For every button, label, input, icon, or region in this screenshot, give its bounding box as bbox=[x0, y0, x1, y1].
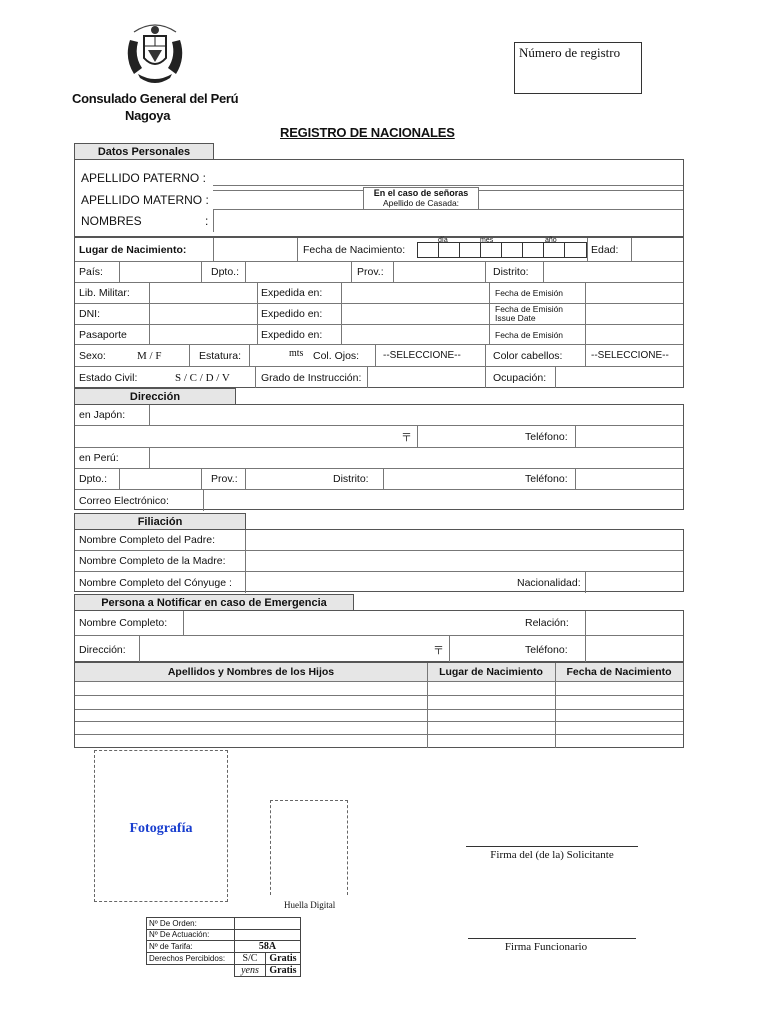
telefono-label-2: Teléfono: bbox=[525, 473, 568, 485]
madre-row bbox=[75, 551, 683, 572]
applicant-signature-line[interactable] bbox=[466, 846, 638, 847]
correo-label: Correo Electrónico: bbox=[79, 494, 169, 507]
peru-distrito-label: Distrito: bbox=[333, 473, 369, 485]
nombres-colon: : bbox=[205, 214, 209, 228]
filiacion-table bbox=[74, 529, 684, 592]
emergencia-nombre-label: Nombre Completo: bbox=[79, 617, 168, 629]
japon-address-field[interactable] bbox=[151, 405, 683, 425]
sc-label: S/C bbox=[235, 953, 266, 965]
fecha-nacimiento-label: Fecha de Nacimiento: bbox=[303, 243, 406, 256]
lib-militar-label: Lib. Militar: bbox=[79, 287, 130, 299]
dpto-field[interactable] bbox=[247, 262, 351, 282]
pasaporte-field[interactable] bbox=[151, 325, 255, 344]
padre-row bbox=[75, 530, 683, 551]
tarifa-value: 58A bbox=[235, 941, 301, 953]
hijos-header-row bbox=[75, 663, 683, 682]
photo-label: Fotografía bbox=[129, 821, 193, 836]
married-note: En el caso de señoras bbox=[373, 188, 469, 198]
fecha-emision-label-2: Fecha de Emisión bbox=[495, 304, 564, 314]
ocupacion-field[interactable] bbox=[557, 367, 683, 388]
nacionalidad-label: Nacionalidad: bbox=[517, 576, 581, 589]
sexo-row bbox=[75, 345, 683, 367]
consulate-name bbox=[72, 90, 272, 124]
distrito-label: Distrito: bbox=[493, 266, 529, 278]
telefono-label-1: Teléfono: bbox=[525, 430, 568, 443]
applicant-signature-label: Firma del (de la) Solicitante bbox=[490, 849, 614, 861]
estado-civil-options[interactable]: S / C / D / V bbox=[175, 371, 230, 384]
apellido-materno-label: APELLIDO MATERNO : bbox=[81, 193, 209, 207]
nacionalidad-field[interactable] bbox=[587, 572, 683, 593]
orden-field[interactable] bbox=[235, 918, 301, 930]
section-filiacion: Filiación bbox=[74, 513, 246, 530]
relacion-label: Relación: bbox=[525, 617, 569, 629]
fingerprint-box[interactable] bbox=[270, 800, 348, 895]
emergencia-telefono-label: Teléfono: bbox=[525, 643, 568, 656]
official-signature-label: Firma Funcionario bbox=[504, 941, 588, 953]
direccion-table bbox=[74, 404, 684, 510]
yens-label: yens bbox=[235, 965, 266, 977]
estatura-field[interactable] bbox=[251, 345, 285, 366]
sexo-options[interactable]: M / F bbox=[137, 349, 162, 362]
correo-row bbox=[75, 490, 683, 511]
personal-details-table bbox=[74, 237, 684, 388]
fingerprint-label: Huella Digital bbox=[284, 900, 336, 910]
consulate-line1: Consulado General del Perú bbox=[72, 91, 239, 106]
dni-expedido-field[interactable] bbox=[343, 304, 487, 324]
gratis-value-1: Gratis bbox=[265, 953, 300, 965]
hijos-col-fecha: Fecha de Nacimiento bbox=[566, 666, 672, 678]
fecha-emision-issue-block bbox=[495, 305, 563, 323]
peru-dpto-field[interactable] bbox=[121, 469, 201, 489]
dni-label: DNI: bbox=[79, 308, 100, 320]
location-row bbox=[75, 262, 683, 283]
emergencia-nombre-row bbox=[75, 611, 683, 636]
fecha-emision-label-3: Fecha de Emisión bbox=[495, 329, 564, 340]
nombres-field[interactable] bbox=[213, 210, 683, 232]
hijos-col-nombres: Apellidos y Nombres de los Hijos bbox=[167, 666, 335, 678]
apellido-materno-field[interactable] bbox=[213, 190, 363, 210]
gratis-value-2: Gratis bbox=[265, 965, 300, 977]
conyuge-field[interactable] bbox=[247, 572, 513, 593]
apellido-paterno-label: APELLIDO PATERNO : bbox=[81, 171, 206, 185]
lib-militar-row bbox=[75, 283, 683, 304]
section-direccion: Dirección bbox=[74, 388, 236, 405]
grado-label: Grado de Instrucción: bbox=[261, 371, 362, 384]
anio-label: año bbox=[545, 237, 557, 244]
emergencia-direccion-row bbox=[75, 636, 683, 663]
dpto-label: Dpto.: bbox=[211, 266, 240, 278]
pasaporte-row bbox=[75, 325, 683, 345]
madre-label: Nombre Completo de la Madre: bbox=[79, 555, 226, 567]
estado-civil-label: Estado Civil: bbox=[79, 371, 138, 384]
section-datos-personales: Datos Personales bbox=[74, 143, 214, 160]
postal-mark-1: 〒 bbox=[401, 431, 412, 444]
tarifa-label: Nº de Tarifa: bbox=[147, 941, 235, 953]
section-emergencia: Persona a Notificar en caso de Emergencia bbox=[74, 594, 354, 611]
peru-distrito-field[interactable] bbox=[385, 469, 521, 489]
peru-address-field[interactable] bbox=[151, 448, 683, 468]
page-title: REGISTRO DE NACIONALES bbox=[280, 125, 455, 140]
married-note-box bbox=[363, 187, 479, 210]
birth-row bbox=[75, 238, 683, 262]
hijo-row[interactable] bbox=[75, 722, 683, 735]
married-sub: Apellido de Casada: bbox=[382, 198, 460, 208]
japon-row-2 bbox=[75, 426, 683, 448]
emergencia-postal-field[interactable] bbox=[451, 636, 521, 663]
cabellos-select[interactable]: --SELECCIONE-- bbox=[591, 350, 669, 361]
expedida-en-label: Expedida en: bbox=[261, 287, 323, 299]
lib-militar-expedida-field[interactable] bbox=[343, 283, 487, 303]
fecha-nacimiento-boxes[interactable] bbox=[417, 242, 587, 258]
hijos-col-lugar: Lugar de Nacimiento bbox=[439, 666, 543, 678]
color-cabellos-label: Color cabellos: bbox=[493, 349, 563, 362]
estatura-label: Estatura: bbox=[199, 349, 242, 362]
dni-field[interactable] bbox=[151, 304, 255, 324]
emergencia-table bbox=[74, 610, 684, 662]
pasaporte-expedido-field[interactable] bbox=[343, 325, 487, 344]
edad-label: Edad: bbox=[591, 243, 619, 256]
mts-unit: mts bbox=[289, 348, 304, 359]
madre-field[interactable] bbox=[247, 551, 683, 571]
peru-telefono-field[interactable] bbox=[577, 469, 683, 489]
emergencia-telefono-field[interactable] bbox=[587, 636, 683, 663]
actuacion-field[interactable] bbox=[235, 929, 301, 941]
grado-field[interactable] bbox=[369, 367, 485, 388]
pasaporte-expedido-label: Expedido en: bbox=[261, 328, 323, 341]
japon-postal-field[interactable] bbox=[419, 426, 519, 447]
hijos-table bbox=[74, 662, 684, 748]
edad-field[interactable] bbox=[633, 238, 683, 261]
prov-label: Prov.: bbox=[357, 266, 384, 278]
postal-mark-2: 〒 bbox=[433, 644, 444, 657]
pais-field[interactable] bbox=[121, 262, 201, 282]
pasaporte-label: Pasaporte bbox=[79, 328, 127, 341]
col-ojos-label: Col. Ojos: bbox=[313, 349, 360, 362]
peru-label: en Perú: bbox=[79, 452, 119, 464]
conyuge-row bbox=[75, 572, 683, 593]
pasaporte-fecha-field[interactable] bbox=[587, 325, 683, 344]
hijo-row[interactable] bbox=[75, 710, 683, 722]
mes-label: mes bbox=[480, 237, 494, 244]
conyuge-label: Nombre Completo del Cónyuge : bbox=[79, 576, 232, 589]
fecha-emision-label-1: Fecha de Emisión bbox=[495, 288, 564, 298]
issue-date-label: Issue Date bbox=[495, 313, 536, 323]
lugar-nacimiento-label: Lugar de Nacimiento: bbox=[79, 243, 187, 256]
peru-row bbox=[75, 448, 683, 469]
japon-telefono-field[interactable] bbox=[577, 426, 683, 447]
japon-row bbox=[75, 405, 683, 426]
dia-label: día bbox=[438, 237, 448, 244]
pais-label: País: bbox=[79, 266, 103, 278]
names-block bbox=[74, 159, 684, 237]
peru-prov-field[interactable] bbox=[247, 469, 327, 489]
hijo-row[interactable] bbox=[75, 735, 683, 748]
peru-location-row bbox=[75, 469, 683, 490]
apellido-paterno-field[interactable] bbox=[213, 170, 683, 186]
peru-prov-label: Prov.: bbox=[211, 473, 238, 485]
emergencia-direccion-field[interactable] bbox=[141, 636, 421, 663]
peru-coat-of-arms-emblem bbox=[120, 18, 190, 90]
lib-militar-field[interactable] bbox=[151, 283, 255, 303]
registry-number-label: Número de registro bbox=[519, 45, 621, 60]
derechos-label: Derechos Percibidos: bbox=[147, 953, 235, 965]
japon-label: en Japón: bbox=[79, 409, 126, 421]
orden-label: Nº De Orden: bbox=[147, 918, 235, 930]
apellido-casada-field[interactable] bbox=[479, 190, 683, 210]
hijo-row[interactable] bbox=[75, 682, 683, 696]
nombres-label: NOMBRES bbox=[81, 214, 142, 228]
photo-box[interactable] bbox=[94, 750, 228, 902]
distrito-field[interactable] bbox=[545, 262, 683, 282]
emergencia-direccion-label: Dirección: bbox=[79, 643, 126, 656]
dni-expedido-label: Expedido en: bbox=[261, 308, 323, 320]
consulate-line2: Nagoya bbox=[125, 108, 171, 123]
padre-field[interactable] bbox=[247, 530, 683, 550]
sexo-label: Sexo: bbox=[79, 349, 106, 362]
correo-field[interactable] bbox=[205, 490, 683, 511]
fee-blank-cell bbox=[147, 965, 235, 977]
actuacion-label: Nº De Actuación: bbox=[147, 929, 235, 941]
fee-table bbox=[146, 917, 301, 977]
dni-fecha-field[interactable] bbox=[587, 304, 683, 324]
prov-field[interactable] bbox=[395, 262, 485, 282]
ojos-select[interactable]: --SELECCIONE-- bbox=[383, 350, 461, 361]
estado-civil-row bbox=[75, 367, 683, 388]
dni-row bbox=[75, 304, 683, 325]
registry-number-box[interactable] bbox=[514, 42, 642, 94]
relacion-field[interactable] bbox=[587, 611, 683, 635]
lugar-nacimiento-field[interactable] bbox=[215, 238, 295, 261]
lib-militar-fecha-field[interactable] bbox=[587, 283, 683, 303]
japon-address-field-2[interactable] bbox=[77, 426, 397, 447]
hijo-row[interactable] bbox=[75, 696, 683, 710]
official-signature-line[interactable] bbox=[468, 938, 636, 939]
ocupacion-label: Ocupación: bbox=[493, 371, 547, 384]
padre-label: Nombre Completo del Padre: bbox=[79, 534, 215, 546]
peru-dpto-label: Dpto.: bbox=[79, 473, 108, 485]
emergencia-nombre-field[interactable] bbox=[185, 611, 515, 635]
